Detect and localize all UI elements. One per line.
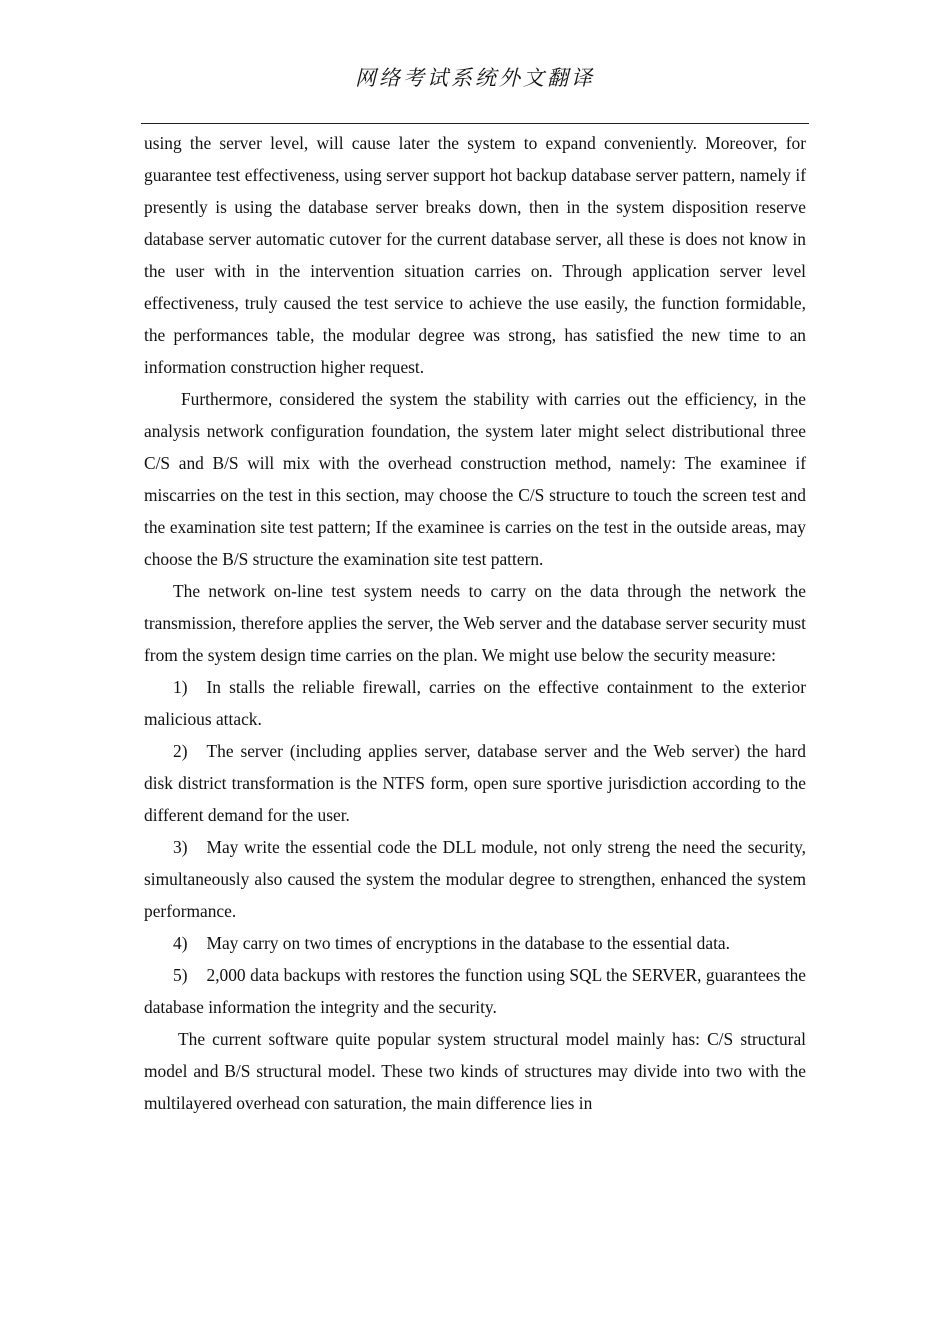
list-item-number: 4) <box>173 933 188 953</box>
list-item <box>144 671 806 735</box>
list-item-number: 1) <box>173 677 188 697</box>
list-item-number: 2) <box>173 741 188 761</box>
list-item-number: 3) <box>173 837 188 857</box>
paragraph: Furthermore, considered the system the stability with carries out the efficiency, in the analysis network configuration foundation, the system later might select distributional three C/S and B/S will mix with the overhead construction method, namely: The examinee if miscarries on the test in this section, may choose the C/S structure to touch the screen test and the examination site test pattern; If the examinee is carries on the test in the outside areas, may choose the B/S structure the examination site test pattern. <box>144 389 806 569</box>
document-body <box>144 127 806 1119</box>
list-item-text: May write the essential code the DLL module, not only streng the need the security, simultaneously also caused the system the modular degree to strengthen, enhanced the system performance. <box>144 837 806 921</box>
list-item-number: 5) <box>173 965 188 985</box>
header-rule <box>141 123 809 124</box>
paragraph: The current software quite popular system structural model mainly has: C/S structural model and B/S structural model. These two kinds of structures may divide into two with the multilayered overhead con saturation, the main difference lies in <box>144 1029 806 1113</box>
list-item <box>144 959 806 1023</box>
list-item-text: May carry on two times of encryptions in the database to the essential data. <box>206 933 730 953</box>
list-item-text: The server (including applies server, database server and the Web server) the hard disk district transformation is the NTFS form, open sure sportive jurisdiction according to the different demand for the user. <box>144 741 806 825</box>
list-item <box>144 735 806 831</box>
list-item-text: In stalls the reliable firewall, carries on the effective containment to the exterior malicious attack. <box>144 677 806 729</box>
list-item <box>144 831 806 927</box>
list-item-text: 2,000 data backups with restores the function using SQL the SERVER, guarantees the database information the integrity and the security. <box>144 965 806 1017</box>
list-item <box>144 927 806 959</box>
paragraph: The network on-line test system needs to carry on the data through the network the transmission, therefore applies the server, the Web server and the database server security must from the system design time carries on the plan. We might use below the security measure: <box>144 581 806 665</box>
page-header-title: 网络考试系统外文翻译 <box>355 66 595 90</box>
paragraph: using the server level, will cause later the system to expand conveniently. Moreover, for guarantee test effectiveness, using server support hot backup database server pattern, namely if presently is using the database server breaks down, then in the system disposition reserve database server automatic cutover for the current database server, all these is does not know in the user with in the intervention situation carries on. Through application server level effectiveness, truly caused the test service to achieve the use easily, the function formidable, the performances table, the modular degree was strong, has satisfied the new time to an information construction higher request. <box>144 133 806 377</box>
